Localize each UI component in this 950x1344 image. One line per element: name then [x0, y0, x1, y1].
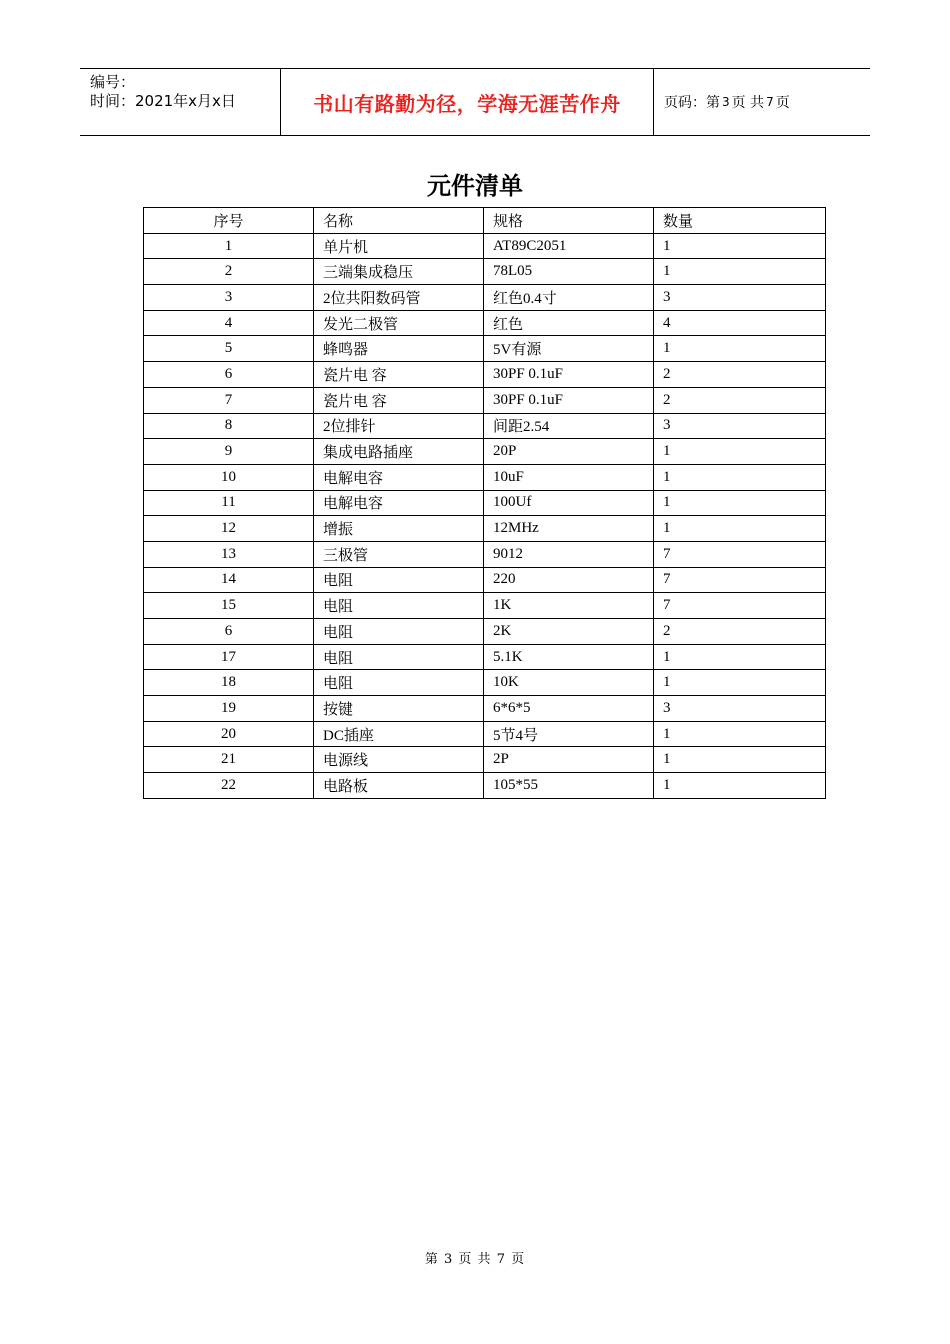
table-row: [144, 259, 826, 285]
cell-spec: 20P: [484, 439, 654, 465]
cell-index: 5: [144, 336, 314, 362]
cell-quantity: 2: [654, 619, 826, 645]
cell-name: 电解电容: [314, 464, 484, 490]
cell-name: 2位共阳数码管: [314, 285, 484, 311]
cell-name: DC插座: [314, 721, 484, 747]
header-slogan: 书山有路勤为径，学海无涯苦作舟: [281, 69, 654, 135]
cell-quantity: 2: [654, 387, 826, 413]
header-page-info: [654, 69, 870, 135]
cell-index: 6: [144, 619, 314, 645]
cell-quantity: 2: [654, 362, 826, 388]
cell-spec: 10uF: [484, 464, 654, 490]
table-row: [144, 233, 826, 259]
cell-index: 10: [144, 464, 314, 490]
table-header-row: [144, 208, 826, 234]
cell-quantity: 1: [654, 259, 826, 285]
cell-index: 14: [144, 567, 314, 593]
cell-index: 17: [144, 644, 314, 670]
cell-index: 22: [144, 773, 314, 799]
cell-index: 9: [144, 439, 314, 465]
cell-spec: 间距2.54: [484, 413, 654, 439]
cell-name: 三端集成稳压: [314, 259, 484, 285]
cell-spec: 78L05: [484, 259, 654, 285]
cell-index: 7: [144, 387, 314, 413]
cell-name: 三极管: [314, 541, 484, 567]
cell-spec: AT89C2051: [484, 233, 654, 259]
cell-index: 1: [144, 233, 314, 259]
parts-table-body: [144, 233, 826, 798]
number-label: 编号：: [90, 73, 136, 91]
page-prefix: 页码：第: [664, 95, 720, 111]
column-header-quantity: 数量: [654, 208, 826, 234]
document-title: 元件清单: [427, 172, 523, 200]
cell-quantity: 1: [654, 233, 826, 259]
cell-spec: 220: [484, 567, 654, 593]
cell-name: 电阻: [314, 567, 484, 593]
column-header-name: 名称: [314, 208, 484, 234]
cell-quantity: 1: [654, 490, 826, 516]
cell-spec: 30PF 0.1uF: [484, 362, 654, 388]
cell-name: 蜂鸣器: [314, 336, 484, 362]
cell-spec: 6*6*5: [484, 696, 654, 722]
table-row: [144, 413, 826, 439]
cell-name: 电阻: [314, 644, 484, 670]
table-row: [144, 696, 826, 722]
cell-quantity: 1: [654, 721, 826, 747]
page-total: 7: [766, 95, 774, 109]
cell-name: 按键: [314, 696, 484, 722]
cell-quantity: 3: [654, 285, 826, 311]
table-row: [144, 336, 826, 362]
page-header: [80, 68, 870, 136]
cell-index: 15: [144, 593, 314, 619]
table-row: [144, 285, 826, 311]
cell-name: 瓷片电 容: [314, 362, 484, 388]
cell-spec: 红色0.4寸: [484, 285, 654, 311]
cell-index: 11: [144, 490, 314, 516]
cell-name: 电源线: [314, 747, 484, 773]
table-row: [144, 516, 826, 542]
table-row: [144, 439, 826, 465]
cell-index: 12: [144, 516, 314, 542]
cell-spec: 10K: [484, 670, 654, 696]
cell-index: 3: [144, 285, 314, 311]
cell-index: 8: [144, 413, 314, 439]
cell-name: 单片机: [314, 233, 484, 259]
cell-index: 20: [144, 721, 314, 747]
table-row: [144, 670, 826, 696]
parts-table: [143, 207, 826, 799]
cell-name: 电阻: [314, 670, 484, 696]
cell-name: 电解电容: [314, 490, 484, 516]
page-suffix: 页: [775, 95, 790, 111]
table-row: [144, 567, 826, 593]
cell-quantity: 1: [654, 773, 826, 799]
cell-quantity: 1: [654, 644, 826, 670]
table-row: [144, 362, 826, 388]
cell-index: 4: [144, 310, 314, 336]
cell-spec: 2P: [484, 747, 654, 773]
cell-name: 电阻: [314, 593, 484, 619]
cell-index: 6: [144, 362, 314, 388]
cell-quantity: 7: [654, 567, 826, 593]
page-current: 3: [722, 95, 730, 109]
cell-spec: 12MHz: [484, 516, 654, 542]
cell-spec: 1K: [484, 593, 654, 619]
cell-spec: 30PF 0.1uF: [484, 387, 654, 413]
table-row: [144, 593, 826, 619]
time-label: 时间：2021年x月x日: [90, 92, 236, 110]
cell-spec: 红色: [484, 310, 654, 336]
column-header-index: 序号: [144, 208, 314, 234]
cell-name: 电阻: [314, 619, 484, 645]
table-row: [144, 619, 826, 645]
cell-quantity: 1: [654, 439, 826, 465]
cell-spec: 5节4号: [484, 721, 654, 747]
cell-quantity: 7: [654, 541, 826, 567]
table-row: [144, 541, 826, 567]
page-mid: 页 共: [731, 95, 765, 111]
cell-quantity: 1: [654, 464, 826, 490]
cell-quantity: 3: [654, 696, 826, 722]
cell-index: 2: [144, 259, 314, 285]
cell-spec: 100Uf: [484, 490, 654, 516]
table-row: [144, 387, 826, 413]
table-row: [144, 644, 826, 670]
cell-index: 13: [144, 541, 314, 567]
cell-name: 2位排针: [314, 413, 484, 439]
table-row: [144, 310, 826, 336]
cell-index: 19: [144, 696, 314, 722]
cell-name: 增振: [314, 516, 484, 542]
header-meta: [80, 69, 281, 135]
table-row: [144, 490, 826, 516]
cell-quantity: 3: [654, 413, 826, 439]
cell-spec: 2K: [484, 619, 654, 645]
cell-name: 集成电路插座: [314, 439, 484, 465]
cell-spec: 5V有源: [484, 336, 654, 362]
page-footer: 第 3 页 共 7 页: [424, 1252, 526, 1267]
cell-name: 瓷片电 容: [314, 387, 484, 413]
cell-quantity: 1: [654, 516, 826, 542]
table-row: [144, 747, 826, 773]
table-row: [144, 464, 826, 490]
cell-quantity: 4: [654, 310, 826, 336]
cell-quantity: 7: [654, 593, 826, 619]
table-row: [144, 721, 826, 747]
cell-spec: 105*55: [484, 773, 654, 799]
cell-index: 21: [144, 747, 314, 773]
cell-name: 发光二极管: [314, 310, 484, 336]
cell-quantity: 1: [654, 670, 826, 696]
cell-index: 18: [144, 670, 314, 696]
cell-name: 电路板: [314, 773, 484, 799]
cell-quantity: 1: [654, 747, 826, 773]
column-header-spec: 规格: [484, 208, 654, 234]
cell-spec: 5.1K: [484, 644, 654, 670]
table-row: [144, 773, 826, 799]
cell-spec: 9012: [484, 541, 654, 567]
cell-quantity: 1: [654, 336, 826, 362]
